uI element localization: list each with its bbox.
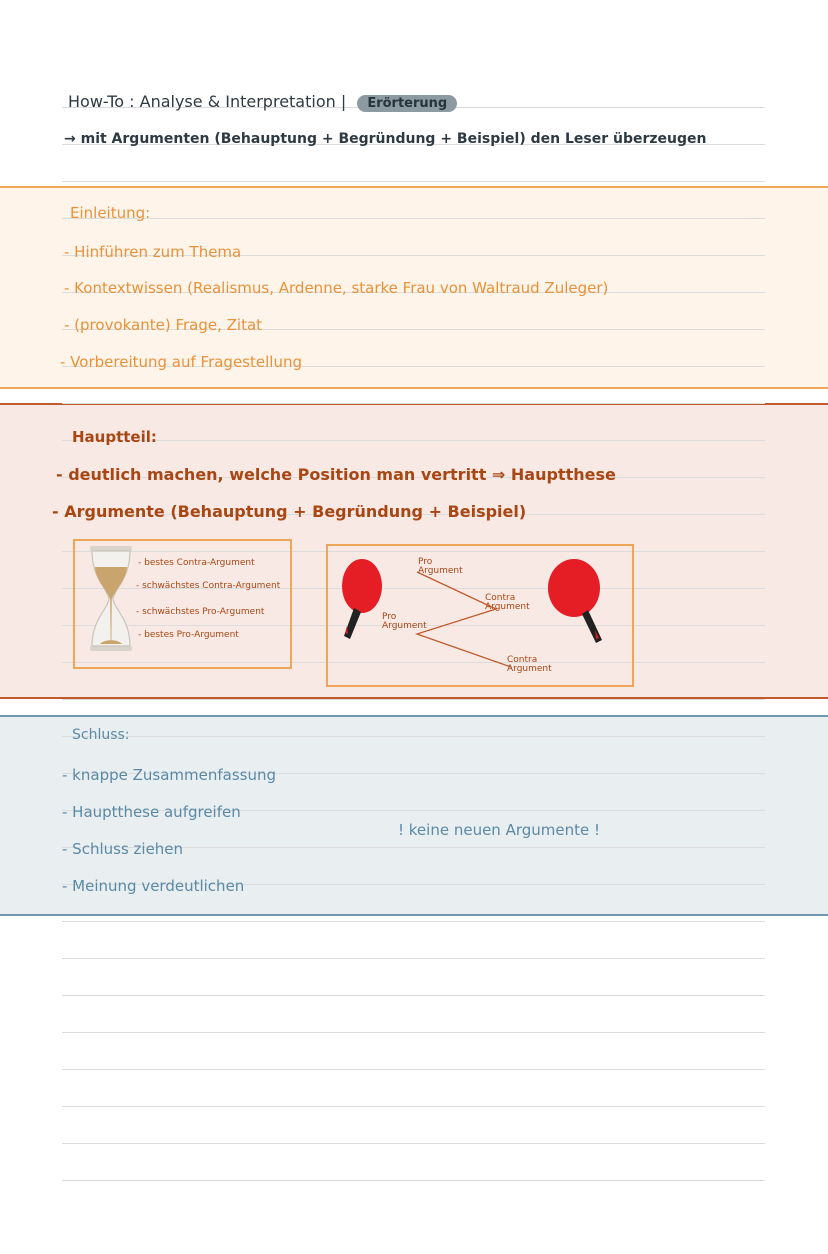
conclusion-item-3: - Schluss ziehen: [62, 840, 184, 858]
title-prefix: How-To : Analyse & Interpretation |: [68, 92, 347, 111]
intro-item-2: - Kontextwissen (Realismus, Ardenne, starke Frau von Waltraud Zuleger): [64, 279, 609, 297]
ruled-line: [62, 1032, 765, 1033]
hourglass-label-4: - bestes Pro-Argument: [138, 630, 239, 640]
hourglass-label-2: - schwächstes Contra-Argument: [136, 581, 281, 591]
intro-item-1: - Hinführen zum Thema: [64, 243, 242, 261]
contra-argument-label-bottom: Contra Argument: [507, 655, 552, 674]
conclusion-item-1: - knappe Zusammenfassung: [62, 766, 276, 784]
ruled-line: [62, 1106, 765, 1107]
ruled-line: [62, 1069, 765, 1070]
ruled-line: [62, 181, 765, 182]
topic-badge: Erörterung: [357, 95, 457, 112]
ruled-line: [62, 1180, 765, 1181]
pro-argument-label-mid: Pro Argument: [382, 612, 427, 631]
intro-item-3: - (provokante) Frage, Zitat: [64, 316, 263, 334]
ruled-line: [62, 699, 765, 700]
conclusion-heading: Schluss:: [72, 727, 130, 743]
main-item-2: - Argumente (Behauptung + Begründung + Beispiel): [52, 502, 527, 521]
hourglass-label-3: - schwächstes Pro-Argument: [136, 607, 265, 617]
pro-argument-label-top: Pro Argument: [418, 557, 463, 576]
argument-exchange-lines: [326, 544, 630, 683]
hourglass-icon: [86, 545, 136, 653]
main-item-1: - deutlich machen, welche Position man vertritt ⇒ Hauptthese: [56, 465, 616, 484]
intro-heading: Einleitung:: [70, 204, 151, 222]
page-subtitle: → mit Argumenten (Behauptung + Begründung + Beispiel) den Leser überzeugen: [64, 131, 707, 147]
ruled-line: [62, 958, 765, 959]
ruled-line: [62, 921, 765, 922]
conclusion-item-2: - Hauptthese aufgreifen: [62, 803, 241, 821]
main-heading: Hauptteil:: [72, 428, 157, 446]
page-title: [68, 92, 457, 112]
ruled-line: [62, 403, 765, 404]
hourglass-label-1: - bestes Contra-Argument: [138, 558, 255, 568]
conclusion-note: ! keine neuen Argumente !: [398, 821, 601, 839]
ruled-line: [62, 218, 765, 219]
intro-item-4: - Vorbereitung auf Fragestellung: [60, 353, 302, 371]
ruled-line: [62, 736, 765, 737]
ruled-line: [62, 1143, 765, 1144]
conclusion-item-4: - Meinung verdeutlichen: [62, 877, 245, 895]
ruled-line: [62, 440, 765, 441]
contra-argument-label-mid: Contra Argument: [485, 593, 530, 612]
ruled-line: [62, 995, 765, 996]
